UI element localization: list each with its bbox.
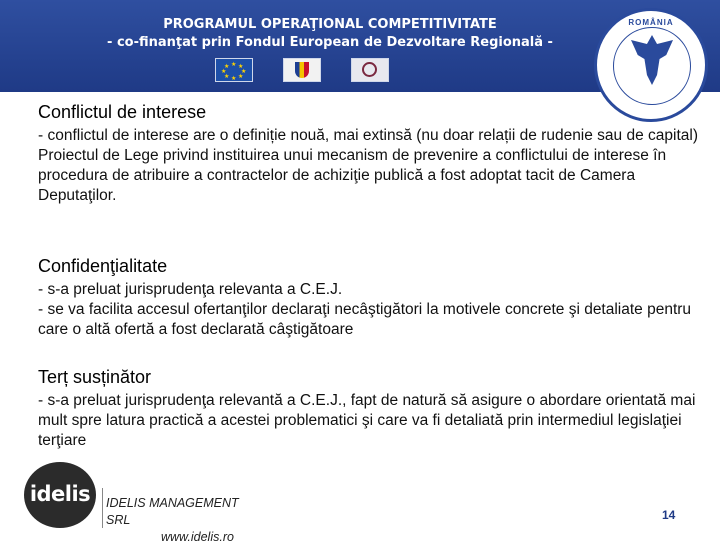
footer-divider [102, 488, 103, 528]
body-line: Proiectul de Lege privind instituirea unui mecanism de prevenire a conflictului de interese în procedura de atribuire a contractelor de achiziţie publică a fost adoptat tacit de Camera Deputaţilor. [38, 147, 667, 204]
section-heading-conflict-of-interest: Conflictul de interese [38, 102, 207, 122]
section-body-conflict-of-interest [38, 126, 698, 206]
section-body-third-party-support [38, 391, 698, 451]
body-line: - se va facilita accesul ofertanţilor declaraţi necâştigători la motivele concrete şi detaliate pentru care o altă ofertă a fost declarată câştigătoare [38, 301, 692, 338]
romania-coat-of-arms-icon [283, 58, 321, 82]
romania-government-seal [594, 8, 708, 122]
eu-flag-icon: ★ ★ ★ ★ ★ ★ ★ ★ [215, 58, 253, 82]
idelis-logo [24, 462, 96, 528]
program-title [60, 16, 600, 52]
section-heading-confidentiality: Confidenţialitate [38, 256, 168, 276]
program-title-line2: - co-finanţat prin Fondul European de Dezvoltare Regională - [107, 35, 553, 50]
body-line: - conflictul de interese are o definiție nouă, mai extinsă (nu doar relații de rudenie sau de capital) [38, 127, 698, 144]
ministry-seal-icon [351, 58, 389, 82]
shield-icon [295, 62, 309, 78]
page-number: 14 [662, 508, 676, 522]
section-heading-third-party-support: Terț susținător [38, 367, 152, 387]
seal-text: ROMÂNIA [628, 18, 674, 27]
company-name: IDELIS MANAGEMENT SRL [106, 496, 239, 527]
section-body-confidentiality [38, 280, 698, 340]
idelis-logo-text: idelis [29, 482, 91, 506]
program-title-line1: PROGRAMUL OPERAŢIONAL COMPETITIVITATE [163, 17, 497, 32]
company-info [106, 495, 256, 546]
body-line: - s-a preluat jurisprudenţa relevanta a C.E.J. [38, 281, 343, 298]
body-line: - s-a preluat jurisprudenţa relevantă a C.E.J., fapt de natură să asigure o abordare orientată mai mult spre latura practică a acestei problematici şi care va fi detaliată prin intermediul legislaţiei terţiare [38, 392, 696, 449]
company-website[interactable]: www.idelis.ro [161, 530, 234, 544]
seal-icon [362, 62, 377, 77]
